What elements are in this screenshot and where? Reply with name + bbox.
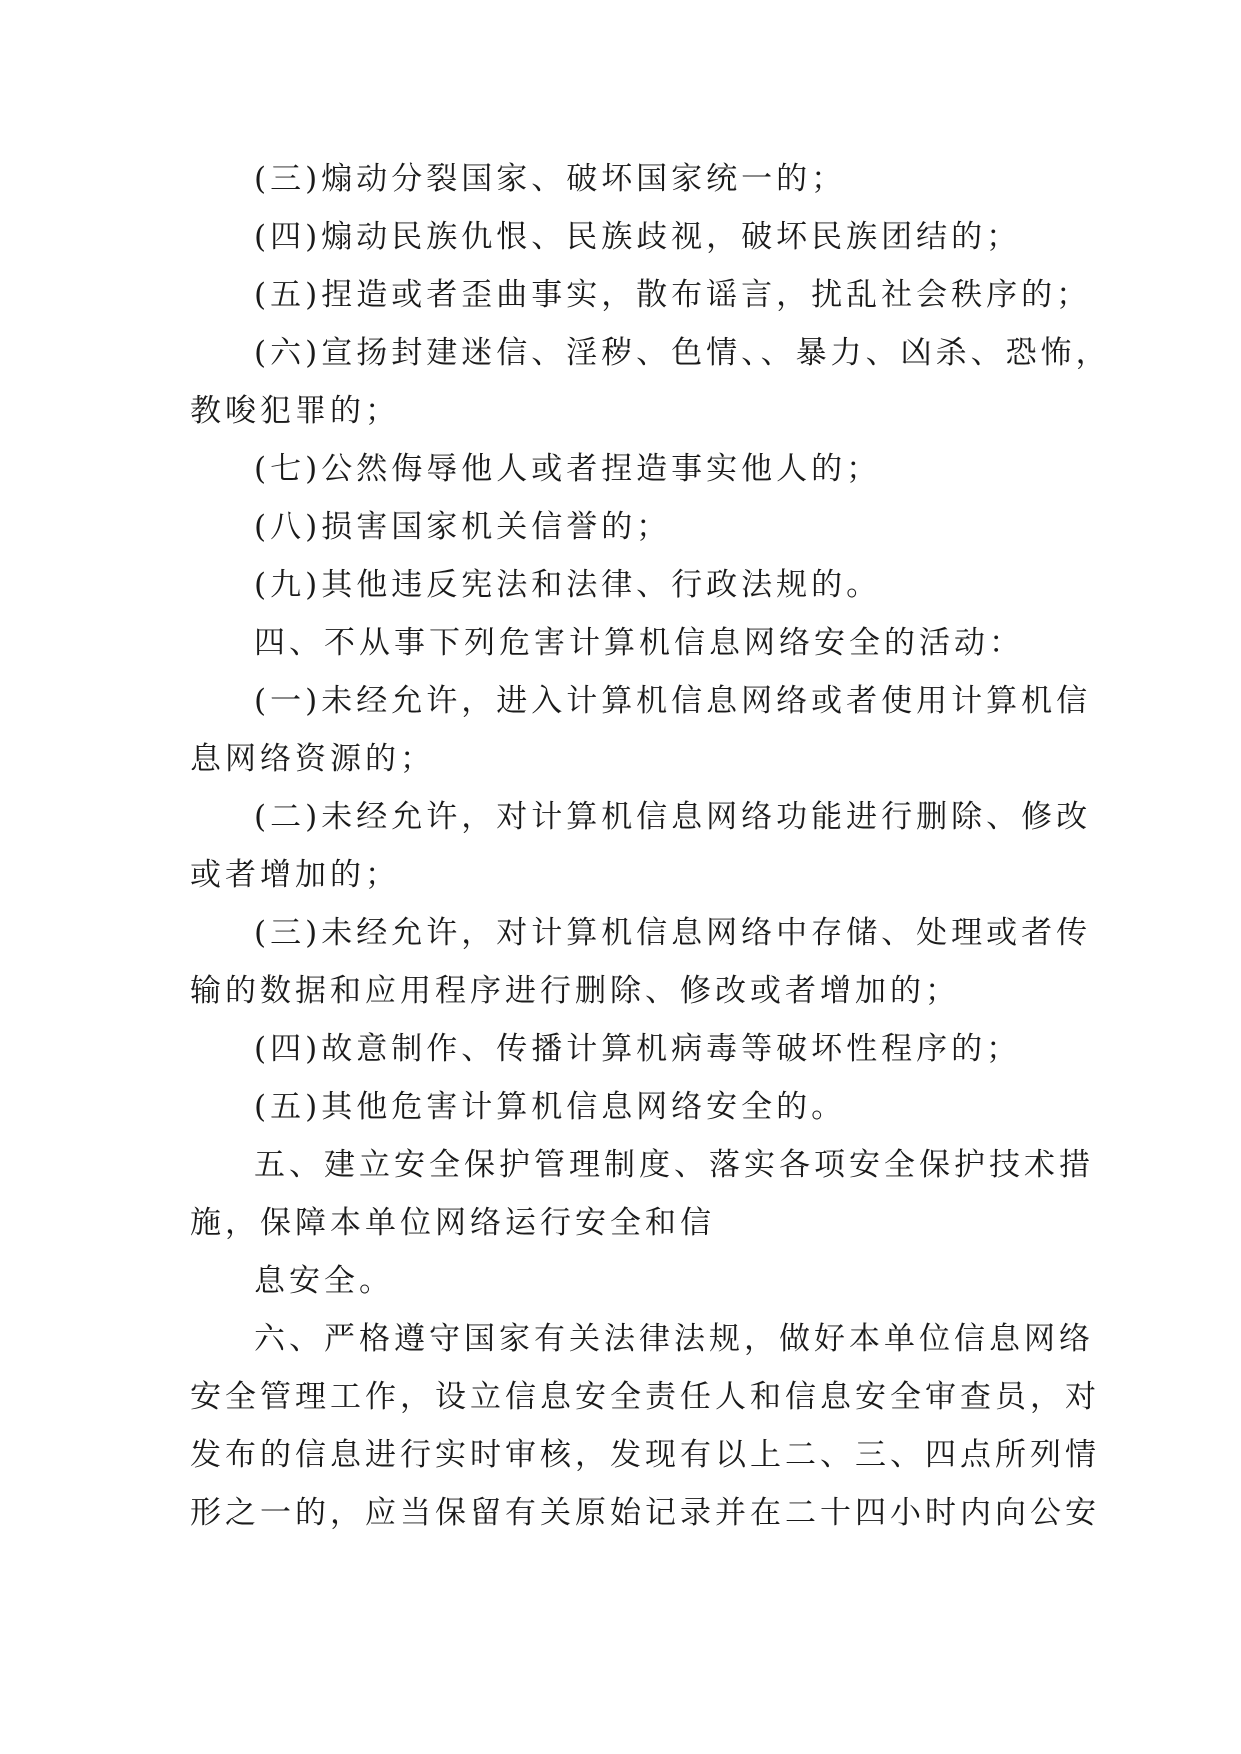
document-body (190, 150, 1111, 1542)
text-line: (六)宣扬封建迷信、淫秽、色情、、暴力、凶杀、恐怖， (254, 335, 1111, 371)
text-line: (七)公然侮辱他人或者捏造事实他人的； (254, 451, 882, 487)
text-line: (二)未经允许，对计算机信息网络功能进行删除、修改 (254, 799, 1092, 835)
text-line: 发布的信息进行实时审核，发现有以上二、三、四点所列情 (190, 1437, 1100, 1473)
section-heading: 四、不从事下列危害计算机信息网络安全的活动： (254, 625, 1024, 661)
text-line: 输的数据和应用程序进行删除、修改或者增加的； (190, 973, 960, 1009)
text-line: (一)未经允许，进入计算机信息网络或者使用计算机信 (254, 683, 1092, 719)
text-line: (三)煽动分裂国家、破坏国家统一的； (254, 161, 847, 197)
text-line: 息网络资源的； (190, 741, 435, 777)
section-heading: 六、严格遵守国家有关法律法规，做好本单位信息网络 (254, 1321, 1094, 1357)
text-line: (三)未经允许，对计算机信息网络中存储、处理或者传 (254, 915, 1092, 951)
text-line: (五)捏造或者歪曲事实，散布谣言，扰乱社会秩序的； (254, 277, 1092, 313)
text-line: 施，保障本单位网络运行安全和信 (190, 1205, 715, 1241)
text-line: (五)其他危害计算机信息网络安全的。 (254, 1089, 847, 1125)
text-line: (九)其他违反宪法和法律、行政法规的。 (254, 567, 882, 603)
text-line: (四)故意制作、传播计算机病毒等破坏性程序的； (254, 1031, 1022, 1067)
text-line: 教唆犯罪的； (190, 393, 400, 429)
text-line: 安全管理工作，设立信息安全责任人和信息安全审查员，对 (190, 1379, 1100, 1415)
text-line: 形之一的，应当保留有关原始记录并在二十四小时内向公安 (190, 1495, 1100, 1531)
text-line: 息安全。 (254, 1263, 394, 1299)
text-line: (八)损害国家机关信誉的； (254, 509, 672, 545)
text-line: (四)煽动民族仇恨、民族歧视，破坏民族团结的； (254, 219, 1022, 255)
section-heading: 五、建立安全保护管理制度、落实各项安全保护技术措 (254, 1147, 1094, 1183)
text-line: 或者增加的； (190, 857, 400, 893)
